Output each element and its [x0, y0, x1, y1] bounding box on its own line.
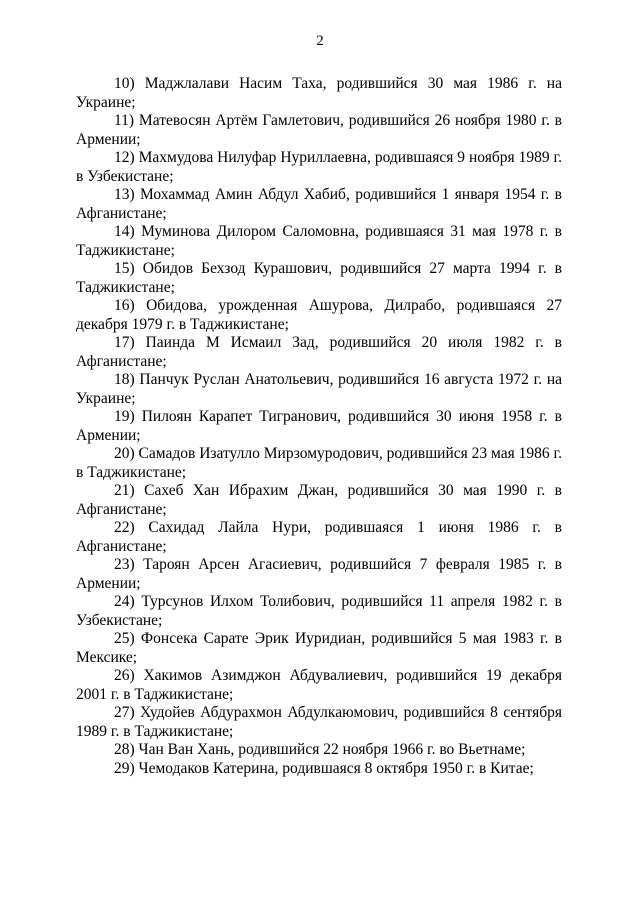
entry-list: [76, 75, 562, 778]
list-item: 12) Махмудова Нилуфар Нуриллаевна, родившаяся 9 ноября 1989 г. в Узбекистане;: [76, 149, 562, 185]
list-item: 15) Обидов Бехзод Курашович, родившийся 27 марта 1994 г. в Таджикистане;: [76, 260, 562, 296]
list-item: 19) Пилоян Карапет Тигранович, родившийся 30 июня 1958 г. в Армении;: [76, 408, 562, 444]
list-item: 26) Хакимов Азимджон Абдувалиевич, родившийся 19 декабря 2001 г. в Таджикистане;: [76, 667, 562, 703]
page-number: 2: [316, 33, 324, 49]
list-item: 20) Самадов Изатулло Мирзомуродович, родившийся 23 мая 1986 г. в Таджикистане;: [76, 445, 562, 481]
list-item: 11) Матевосян Артём Гамлетович, родившийся 26 ноября 1980 г. в Армении;: [76, 112, 562, 148]
list-item: 17) Паинда М Исмаил Зад, родившийся 20 июля 1982 г. в Афганистане;: [76, 334, 562, 370]
list-item: 25) Фонсека Сарате Эрик Иуридиан, родившийся 5 мая 1983 г. в Мексике;: [76, 630, 562, 666]
list-item: 22) Сахидад Лайла Нури, родившаяся 1 июня 1986 г. в Афганистане;: [76, 519, 562, 555]
list-item: 18) Панчук Руслан Анатольевич, родившийся 16 августа 1972 г. на Украине;: [76, 371, 562, 407]
list-item: 13) Мохаммад Амин Абдул Хабиб, родившийся 1 января 1954 г. в Афганистане;: [76, 186, 562, 222]
list-item: 29) Чемодаков Катерина, родившаяся 8 октября 1950 г. в Китае;: [114, 759, 534, 777]
list-item: 24) Турсунов Илхом Толибович, родившийся 11 апреля 1982 г. в Узбекистане;: [76, 593, 562, 629]
list-item: 14) Муминова Дилором Саломовна, родившаяся 31 мая 1978 г. в Таджикистане;: [76, 223, 562, 259]
list-item: 28) Чан Ван Хань, родившийся 22 ноября 1966 г. во Вьетнаме;: [114, 741, 526, 758]
list-item: 10) Маджлалави Насим Таха, родившийся 30 мая 1986 г. на Украине;: [76, 75, 562, 111]
list-item: 23) Тароян Арсен Агасиевич, родившийся 7 февраля 1985 г. в Армении;: [76, 556, 562, 592]
list-item: 16) Обидова, урожденная Ашурова, Дилрабо, родившаяся 27 декабря 1979 г. в Таджикистане;: [76, 297, 562, 333]
list-item: 21) Сахеб Хан Ибрахим Джан, родившийся 30 мая 1990 г. в Афганистане;: [76, 482, 562, 518]
list-item: 27) Худойев Абдурахмон Абдулкаюмович, родившийся 8 сентября 1989 г. в Таджикистане;: [76, 704, 562, 740]
